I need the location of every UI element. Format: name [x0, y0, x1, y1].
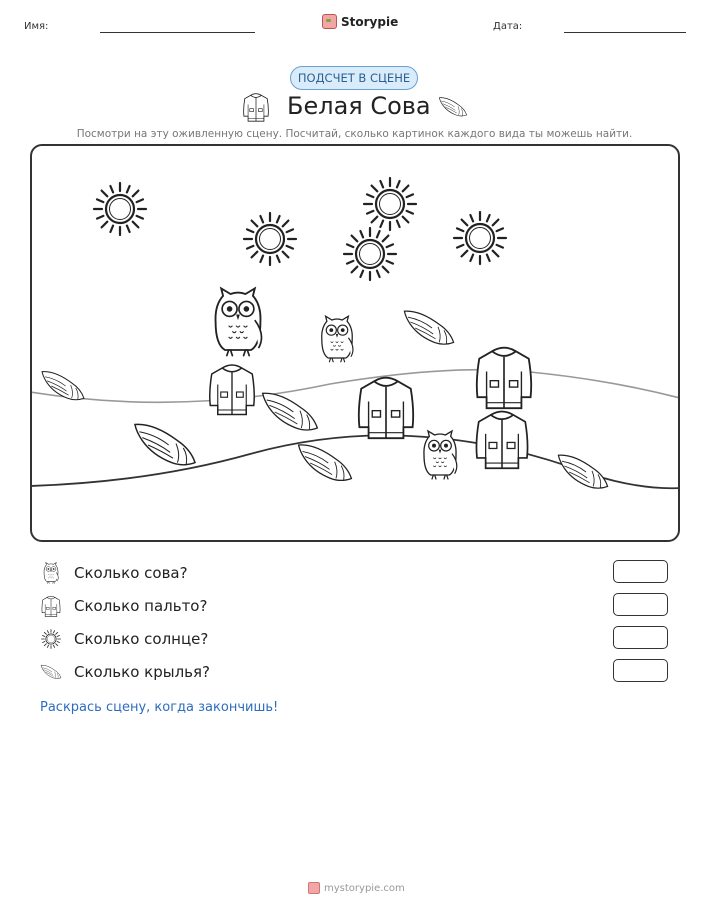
brand-logo	[322, 14, 398, 29]
question-suns	[40, 628, 208, 650]
answer-box-owls[interactable]	[613, 560, 668, 583]
coat-icon	[210, 365, 255, 415]
instructions: Посмотри на эту оживленную сцену. Посчитай, сколько картинок каждого вида ты можешь найти.	[76, 128, 633, 140]
wing-icon	[42, 372, 84, 400]
wing-icon	[404, 311, 453, 344]
sun-icon	[454, 212, 506, 264]
coat-icon	[40, 595, 62, 617]
title-wing-icon	[438, 94, 468, 120]
wing-icon	[135, 424, 195, 464]
sun-icon	[244, 213, 296, 265]
question-owls	[40, 562, 188, 584]
coloring-note: Раскрась сцену, когда закончишь!	[40, 700, 279, 715]
owl-icon	[216, 288, 262, 355]
site-url: mystorypie.com	[324, 882, 405, 894]
title-coat-icon	[241, 92, 271, 122]
question-wings	[40, 661, 210, 683]
brand-name: Storypie	[341, 14, 399, 29]
sun-icon	[364, 178, 416, 230]
sun-icon	[94, 183, 146, 235]
owl-icon	[424, 431, 457, 479]
name-line[interactable]	[100, 32, 255, 33]
wing-icon	[263, 393, 318, 430]
answer-box-suns[interactable]	[613, 626, 668, 649]
question-text: Сколько солнце?	[74, 630, 209, 648]
storypie-logo-icon	[308, 882, 320, 894]
wing-icon	[299, 445, 352, 481]
coat-icon	[476, 411, 527, 468]
hill-back	[30, 370, 680, 403]
name-label: Имя:	[24, 21, 49, 32]
coat-icon	[359, 378, 413, 439]
answer-box-coats[interactable]	[613, 593, 668, 616]
activity-badge: ПОДСЧЕТ В СЦЕНЕ	[290, 66, 418, 90]
page-title: Белая Сова	[287, 92, 431, 120]
sun-icon	[344, 228, 396, 280]
question-text: Сколько сова?	[74, 564, 188, 582]
date-line[interactable]	[564, 32, 686, 33]
owl-icon	[322, 316, 353, 362]
date-label: Дата:	[493, 21, 523, 32]
storypie-logo-icon	[322, 14, 337, 29]
wing-icon	[40, 661, 62, 683]
counting-scene	[30, 144, 680, 542]
question-text: Сколько крылья?	[74, 663, 210, 681]
owl-icon	[40, 562, 62, 584]
sun-icon	[40, 628, 62, 650]
question-text: Сколько пальто?	[74, 597, 208, 615]
question-coats	[40, 595, 207, 617]
wing-icon	[558, 455, 607, 488]
coat-icon	[477, 348, 531, 409]
answer-box-wings[interactable]	[613, 659, 668, 682]
site-footer	[308, 882, 405, 894]
